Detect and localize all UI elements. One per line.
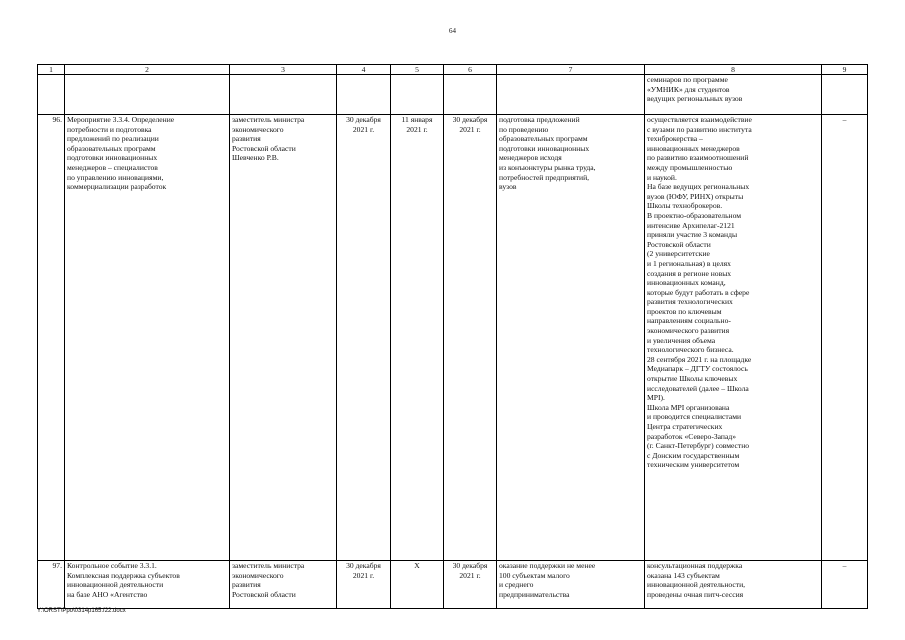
text-line: заместитель министра bbox=[232, 115, 305, 124]
text-line: Ростовской области bbox=[232, 589, 296, 599]
text-line: предпринимательства bbox=[499, 589, 570, 599]
table-cell bbox=[822, 75, 868, 115]
continuation-row bbox=[38, 75, 868, 115]
status-cell: – bbox=[822, 115, 868, 561]
text-line: 30 декабря bbox=[452, 115, 488, 124]
text-line: и проводится специалистами bbox=[647, 412, 742, 422]
text-line: 2021 г. bbox=[459, 124, 481, 134]
text-line: техническим университетом bbox=[647, 460, 740, 470]
file-path-footer: Y:\ORST\Ppo\0314p165.f22.docx bbox=[37, 608, 126, 614]
text-line: менеджеров исходя bbox=[499, 153, 562, 163]
text-line: экономического bbox=[232, 124, 284, 134]
text-line: Школа MPI организована bbox=[647, 402, 730, 412]
column-header: 5 bbox=[391, 65, 444, 75]
column-header: 7 bbox=[497, 65, 645, 75]
row-number: 97. bbox=[38, 561, 65, 609]
text-line: проведены очная питч-сессия bbox=[647, 589, 744, 599]
event-description bbox=[65, 561, 230, 609]
table-row bbox=[38, 561, 868, 609]
text-line: интенсиве Архипелаг-2121 bbox=[647, 220, 735, 230]
table-row bbox=[38, 115, 868, 561]
text-line: предложений по реализации bbox=[67, 134, 159, 144]
text-line: Медиапарк – ДГТУ состоялось bbox=[647, 364, 748, 374]
text-line: Контрольное событие 3.3.1. bbox=[67, 561, 157, 570]
text-line: по управлению инновациями, bbox=[67, 172, 164, 182]
text-line: которые будут работать в сфере bbox=[647, 287, 750, 297]
table-cell bbox=[645, 75, 822, 115]
event-description bbox=[65, 115, 230, 561]
responsible-person bbox=[230, 561, 337, 609]
table-cell bbox=[444, 75, 497, 115]
text-line: проектов по ключевым bbox=[647, 306, 722, 316]
text-line: MPI). bbox=[647, 393, 665, 403]
text-line: На базе ведущих региональных bbox=[647, 182, 750, 192]
row-number: 96. bbox=[38, 115, 65, 561]
table-cell bbox=[38, 75, 65, 115]
text-line: подготовки инновационных bbox=[499, 143, 590, 153]
column-header: 6 bbox=[444, 65, 497, 75]
text-line: образовательных программ bbox=[67, 143, 156, 153]
column-header: 9 bbox=[822, 65, 868, 75]
text-line: образовательных программ bbox=[499, 134, 588, 144]
column-header: 8 bbox=[645, 65, 822, 75]
text-line: инновационных менеджеров bbox=[647, 143, 740, 153]
text-line: Центра стратегических bbox=[647, 422, 723, 431]
column-header: 1 bbox=[38, 65, 65, 75]
date-cell bbox=[337, 561, 391, 609]
text-line: Школы техноброкеров. bbox=[647, 201, 723, 211]
text-line: инновационных команд, bbox=[647, 278, 726, 288]
table-cell bbox=[337, 75, 391, 115]
text-line: вузов bbox=[499, 182, 517, 192]
actual-result bbox=[645, 115, 822, 561]
text-line: развития технологических bbox=[647, 297, 733, 307]
text-line: по проведению bbox=[499, 124, 549, 134]
text-line: между промышленностью bbox=[647, 162, 733, 172]
expected-result bbox=[497, 561, 645, 609]
text-line: на базе АНО «Агентство bbox=[67, 589, 148, 599]
date-cell bbox=[391, 115, 444, 561]
text-line: потребности и подготовка bbox=[67, 124, 152, 134]
text-line: (2 университетские bbox=[647, 249, 710, 259]
text-line: с Донским государственным bbox=[647, 450, 740, 460]
text-line: вузов (ЮФУ, РИНХ) открыты bbox=[647, 191, 744, 201]
text-line: Комплексная поддержка субъектов bbox=[67, 570, 180, 580]
text-line: и среднего bbox=[499, 580, 534, 590]
text-line: Мероприятие 3.3.4. Определение bbox=[67, 115, 175, 124]
text-line: технологического бизнеса. bbox=[647, 345, 734, 355]
table-cell bbox=[230, 75, 337, 115]
text-line: менеджеров – специалистов bbox=[67, 162, 158, 172]
text-line: подготовки инновационных bbox=[67, 153, 158, 163]
date-cell bbox=[391, 561, 444, 609]
page-number: 64 bbox=[449, 27, 456, 35]
text-line: 11 января bbox=[401, 115, 433, 124]
text-line: создания в регионе новых bbox=[647, 268, 732, 278]
text-line: 30 декабря bbox=[452, 561, 488, 570]
table-cell bbox=[497, 75, 645, 115]
text-line: ведущих региональных вузов bbox=[647, 94, 743, 104]
text-line: развития bbox=[232, 580, 261, 590]
text-line: оказана 143 субъектам bbox=[647, 570, 720, 580]
responsible-person bbox=[230, 115, 337, 561]
text-line: экономического bbox=[232, 570, 284, 580]
table-cell bbox=[391, 75, 444, 115]
expected-result bbox=[497, 115, 645, 561]
text-line: разработок «Северо-Запад» bbox=[647, 431, 737, 441]
text-line: и наукой. bbox=[647, 172, 677, 182]
text-line: «УМНИК» для студентов bbox=[647, 84, 730, 94]
text-line: осуществляется взаимодействие bbox=[647, 115, 752, 124]
text-line: и увеличения объема bbox=[647, 335, 716, 345]
text-line: потребностей предприятий, bbox=[499, 172, 590, 182]
document-table bbox=[37, 64, 868, 609]
text-line: исследователей (далее – Школа bbox=[647, 383, 749, 393]
text-line: 28 сентября 2021 г. на площадке bbox=[647, 354, 752, 364]
date-cell bbox=[337, 115, 391, 561]
text-line: подготовка предложений bbox=[499, 115, 580, 124]
text-line: инновационной деятельности, bbox=[647, 580, 746, 590]
text-line: приняли участие 3 команды bbox=[647, 230, 738, 240]
text-line: 2021 г. bbox=[352, 570, 375, 580]
column-header: 3 bbox=[230, 65, 337, 75]
text-line: открытие Школы ключевых bbox=[647, 374, 738, 384]
text-line: (г. Санкт-Петербург) совместно bbox=[647, 441, 750, 451]
text-line: направлениям социально- bbox=[647, 316, 731, 326]
text-line: Ростовской области bbox=[647, 239, 711, 249]
text-line: 30 декабря bbox=[346, 115, 381, 124]
text-line: коммерциализации разработок bbox=[67, 182, 167, 192]
text-line: по развитию взаимоотношений bbox=[647, 153, 749, 163]
text-line: из конъюнктуры рынка труда, bbox=[499, 162, 596, 172]
text-line: семинаров по программе bbox=[647, 75, 728, 84]
text-line: 2021 г. bbox=[459, 570, 481, 580]
text-line: инновационной деятельности bbox=[67, 580, 164, 590]
text-line: развития bbox=[232, 134, 261, 144]
text-line: консультационная поддержка bbox=[647, 561, 743, 570]
date-cell bbox=[444, 561, 497, 609]
text-line: 100 субъектам малого bbox=[499, 570, 570, 580]
table-cell bbox=[65, 75, 230, 115]
text-line: экономического развития bbox=[647, 326, 730, 336]
text-line: Ростовской области bbox=[232, 143, 296, 153]
text-line: с вузами по развитию института bbox=[647, 124, 752, 134]
date-cell bbox=[444, 115, 497, 561]
column-header: 4 bbox=[337, 65, 391, 75]
actual-result bbox=[645, 561, 822, 609]
text-line: технброкерства – bbox=[647, 134, 703, 144]
text-line: 2021 г. bbox=[406, 124, 428, 134]
text-line: заместитель министра bbox=[232, 561, 305, 570]
text-line: В проектно-образовательном bbox=[647, 210, 742, 220]
text-line: 30 декабря bbox=[346, 561, 381, 570]
text-line: 2021 г. bbox=[352, 124, 375, 134]
text-line: Х bbox=[414, 561, 420, 570]
column-header: 2 bbox=[65, 65, 230, 75]
text-line: оказание поддержки не менее bbox=[499, 561, 596, 570]
text-line: и 1 региональная) в целях bbox=[647, 258, 731, 268]
text-line: Шевченко Р.В. bbox=[232, 153, 279, 163]
table-header-row bbox=[38, 65, 868, 75]
status-cell: – bbox=[822, 561, 868, 609]
